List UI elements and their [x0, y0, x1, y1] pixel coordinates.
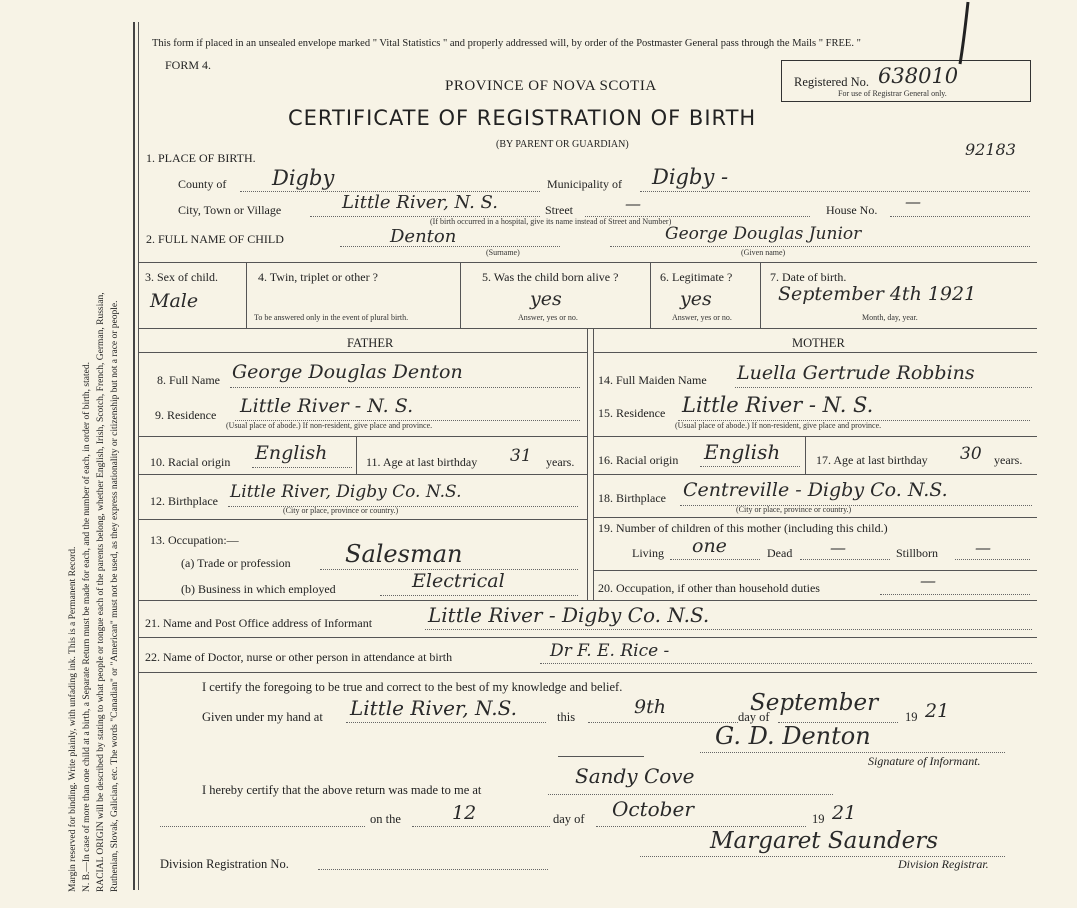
father-birthplace-line	[228, 506, 578, 507]
mother-heading: MOTHER	[792, 336, 845, 350]
column-divider-left	[587, 328, 588, 600]
place-of-birth-label: 1. PLACE OF BIRTH.	[146, 151, 256, 165]
mother-residence-label: 15. Residence	[598, 406, 666, 420]
given-name-line	[610, 246, 1030, 247]
section-rule-certification	[138, 672, 1037, 673]
day-of-label: day of	[738, 710, 770, 724]
registered-label: Registered No.	[794, 75, 869, 89]
mother-residence-value: Little River - N. S.	[682, 393, 874, 417]
father-residence-label: 9. Residence	[155, 408, 217, 422]
father-name-label: 8. Full Name	[157, 373, 220, 387]
trade-label: (a) Trade or profession	[181, 556, 291, 570]
margin-note-multiple-births: N. B.—In case of more than one child at a birth, a Separate Return must be made for each, and the number of each, in order of birth, stated.	[82, 362, 92, 892]
given-place-line	[346, 722, 546, 723]
living-label: Living	[632, 546, 664, 560]
mother-age-years: years.	[994, 453, 1023, 467]
surname-line	[340, 246, 560, 247]
row3-divider-1	[246, 262, 247, 328]
father-racial-line	[252, 467, 352, 468]
father-birthplace-value: Little River, Digby Co. N.S.	[230, 482, 462, 502]
margin-note-binding: Margin reserved for binding. Write plainly, with unfading ink. This is a Permanent Record.	[68, 546, 78, 892]
mother-name-value: Luella Gertrude Robbins	[737, 362, 975, 384]
father-age-years: years.	[546, 455, 575, 469]
mother-occupation-value: —	[920, 571, 936, 590]
given-place-value: Little River, N.S.	[350, 696, 517, 720]
father-racial-value: English	[255, 442, 328, 464]
municipality-line	[640, 191, 1030, 192]
surname-note: (Surname)	[486, 248, 520, 257]
father-birthplace-label: 12. Birthplace	[150, 494, 218, 508]
return-year-prefix: 19	[812, 812, 825, 826]
mother-racial-value: English	[704, 440, 781, 464]
date-of-birth-note: Month, day, year.	[862, 313, 918, 322]
child-name-label: 2. FULL NAME OF CHILD	[146, 232, 284, 246]
father-age-value: 31	[510, 446, 532, 466]
mother-birthplace-note: (City or place, province or country.)	[736, 505, 852, 514]
province-heading: PROVINCE OF NOVA SCOTIA	[445, 78, 657, 94]
children-count-label: 19. Number of children of this mother (including this child.)	[598, 521, 888, 535]
mother-occupation-line	[880, 594, 1030, 595]
mother-rule-1	[593, 436, 1037, 437]
form-number: FORM 4.	[165, 58, 212, 72]
twin-label: 4. Twin, triplet or other ?	[258, 270, 378, 284]
father-birthplace-note: (City or place, province or country.)	[283, 506, 399, 515]
sex-value: Male	[150, 290, 199, 312]
father-name-value: George Douglas Denton	[232, 361, 463, 383]
doctor-line	[540, 663, 1032, 664]
father-rule-2	[138, 474, 587, 475]
year-prefix: 19	[905, 710, 918, 724]
return-month-line	[596, 826, 806, 827]
father-residence-value: Little River - N. S.	[240, 395, 414, 417]
mother-rule-2	[593, 474, 1037, 475]
stillborn-label: Stillborn	[896, 546, 939, 560]
mother-rule-4	[593, 570, 1037, 571]
born-alive-label: 5. Was the child born alive ?	[482, 270, 619, 284]
given-year-value: 21	[925, 700, 950, 722]
street-value: —	[625, 194, 641, 213]
section-rule-doctor	[138, 637, 1037, 638]
stillborn-value: —	[975, 538, 991, 557]
business-label: (b) Business in which employed	[181, 582, 336, 596]
section-rule-informant	[138, 600, 1037, 601]
legitimate-note: Answer, yes or no.	[672, 313, 732, 322]
mother-residence-note: (Usual place of abode.) If non-resident, give place and province.	[675, 421, 882, 430]
father-racial-label: 10. Racial origin	[150, 455, 231, 469]
city-label: City, Town or Village	[178, 203, 282, 217]
dead-label: Dead	[767, 546, 793, 560]
row3-divider-4	[760, 262, 761, 328]
legitimate-label: 6. Legitimate ?	[660, 270, 733, 284]
father-rule-1	[138, 436, 587, 437]
doctor-value: Dr F. E. Rice -	[550, 641, 670, 661]
mother-age-divider	[805, 436, 806, 474]
row3-divider-2	[460, 262, 461, 328]
margin-note-racial-origin: RACIAL ORIGIN will be described by stating to what people or tongue each of the parents belong, whether English, Irish, Scotch, French, German, Russian,	[96, 292, 106, 892]
informant-line	[425, 629, 1032, 630]
county-value: Digby	[272, 166, 335, 190]
dead-line	[800, 559, 890, 560]
mother-heading-rule	[593, 352, 1037, 353]
page-title: CERTIFICATE OF REGISTRATION OF BIRTH	[288, 106, 757, 130]
street-label: Street	[545, 203, 573, 217]
mail-note: This form if placed in an unsealed envelope marked " Vital Statistics " and properly addressed will, by order of the Postmaster General pass through the Mails " FREE. "	[152, 38, 861, 49]
city-value: Little River, N. S.	[342, 192, 498, 213]
return-day-of-label: day of	[553, 812, 585, 826]
doctor-label: 22. Name of Doctor, nurse or other person in attendance at birth	[145, 650, 453, 664]
living-value: one	[692, 535, 727, 557]
division-registration-label: Division Registration No.	[160, 857, 289, 871]
father-occupation-label: 13. Occupation:—	[150, 533, 239, 547]
mother-occupation-label: 20. Occupation, if other than household duties	[598, 581, 820, 595]
given-name-note: (Given name)	[741, 248, 786, 257]
house-line	[890, 216, 1030, 217]
return-extra-line	[160, 826, 365, 827]
left-frame-line	[133, 22, 135, 890]
corner-file-mark: 92183	[965, 140, 1016, 159]
return-day-line	[412, 826, 550, 827]
business-value: Electrical	[412, 570, 505, 592]
hospital-note: (If birth occurred in a hospital, give its name instead of Street and Number)	[430, 217, 672, 226]
sex-label: 3. Sex of child.	[145, 270, 218, 284]
return-certify-label: I hereby certify that the above return was made to me at	[202, 783, 482, 797]
mother-rule-3	[593, 517, 1037, 518]
mother-name-label: 14. Full Maiden Name	[598, 373, 707, 387]
pen-stroke-mark	[940, 0, 980, 70]
house-number-label: House No.	[826, 203, 878, 217]
given-under-hand-label: Given under my hand at	[202, 710, 323, 724]
mother-name-line	[735, 387, 1032, 388]
child-given-name-value: George Douglas Junior	[665, 224, 862, 244]
mother-birthplace-label: 18. Birthplace	[598, 491, 666, 505]
page-subtitle: (BY PARENT OR GUARDIAN)	[496, 139, 629, 150]
born-alive-value: yes	[530, 288, 562, 310]
living-line	[670, 559, 760, 560]
return-place-line	[548, 794, 833, 795]
father-name-line	[230, 387, 580, 388]
margin-note-nationality: Ruthenian, Slovak, Galician, etc. The words "Canadian" or "American" must not be used, as they express nationality or citizenship but not a race or people.	[110, 300, 120, 892]
given-day-value: 9th	[634, 696, 666, 718]
date-of-birth-label: 7. Date of birth.	[770, 270, 847, 284]
father-heading: FATHER	[347, 336, 394, 350]
legitimate-value: yes	[680, 288, 712, 310]
municipality-label: Municipality of	[547, 177, 622, 191]
this-label: this	[557, 710, 576, 724]
house-number-value: —	[905, 192, 921, 211]
born-alive-note: Answer, yes or no.	[518, 313, 578, 322]
column-divider-right	[593, 328, 594, 600]
business-line	[380, 595, 578, 596]
division-registrar-signature: Margaret Saunders	[710, 828, 939, 854]
county-label: County of	[178, 177, 227, 191]
informant-signature: G. D. Denton	[715, 722, 871, 750]
municipality-value: Digby -	[652, 165, 729, 189]
mother-age-value: 30	[960, 444, 982, 464]
return-year-value: 21	[832, 802, 857, 824]
mother-age-label: 17. Age at last birthday	[816, 453, 928, 467]
division-registrar-caption: Division Registrar.	[898, 857, 989, 871]
return-day-value: 12	[452, 802, 477, 824]
father-residence-note: (Usual place of abode.) If non-resident, give place and province.	[226, 421, 433, 430]
mother-racial-label: 16. Racial origin	[598, 453, 679, 467]
stillborn-line	[955, 559, 1030, 560]
certify-statement: I certify the foregoing to be true and correct to the best of my knowledge and belief.	[202, 680, 623, 694]
on-the-label: on the	[370, 812, 401, 826]
trade-value: Salesman	[345, 540, 463, 568]
mother-birthplace-line	[680, 505, 1032, 506]
row3-divider-3	[650, 262, 651, 328]
signature-caption: Signature of Informant.	[868, 754, 981, 768]
dead-value: —	[830, 538, 846, 557]
father-heading-rule	[138, 352, 587, 353]
child-surname-value: Denton	[390, 226, 457, 247]
signature-short-rule	[558, 756, 644, 757]
return-month-value: October	[612, 797, 694, 821]
return-place-value: Sandy Cove	[575, 764, 695, 788]
given-month-value: September	[750, 690, 879, 716]
twin-note: To be answered only in the event of plural birth.	[254, 313, 409, 322]
left-frame-line-inner	[138, 22, 139, 890]
informant-value: Little River - Digby Co. N.S.	[428, 603, 710, 627]
registered-value: 638010	[878, 64, 959, 88]
division-registration-line	[318, 869, 548, 870]
signature-line	[700, 752, 1005, 753]
father-rule-3	[138, 519, 587, 520]
row3-top-rule	[138, 262, 1037, 263]
date-of-birth-value: September 4th 1921	[778, 283, 977, 305]
father-age-divider	[356, 436, 357, 474]
mother-birthplace-value: Centreville - Digby Co. N.S.	[683, 479, 948, 501]
mother-racial-line	[700, 466, 800, 467]
registrar-use-note: For use of Registrar General only.	[838, 89, 947, 98]
informant-label: 21. Name and Post Office address of Informant	[145, 616, 373, 630]
father-age-label: 11. Age at last birthday	[366, 455, 478, 469]
